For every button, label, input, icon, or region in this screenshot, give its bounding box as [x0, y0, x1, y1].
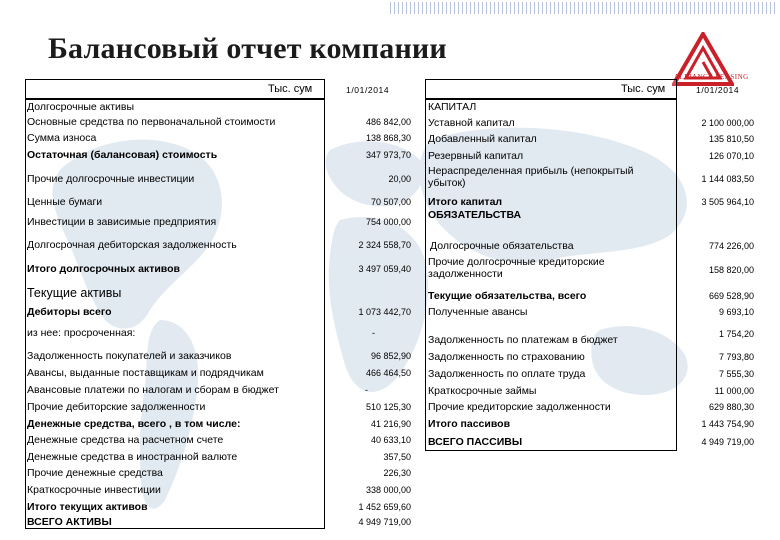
- row-label: Краткосрочные инвестиции: [27, 484, 161, 496]
- row-value: 754 000,00: [365, 217, 411, 227]
- row-value: 4 949 719,00: [358, 517, 411, 527]
- row-label: Итого текущих активов: [27, 501, 148, 513]
- row-value: 70 507,00: [370, 197, 411, 207]
- row-label: Задолженность по оплате труда: [428, 368, 586, 380]
- row-label: Основные средства по первоначальной стоимости: [27, 116, 276, 128]
- row-value: 9 693,10: [718, 307, 754, 317]
- row-value: 3 497 059,40: [358, 264, 411, 274]
- row-label: Прочие долгосрочные инвестиции: [27, 173, 195, 185]
- row-label: Текущие активы: [27, 286, 122, 300]
- left-date-label: 1/01/2014: [346, 85, 390, 95]
- row-value: 466 464,50: [365, 368, 411, 378]
- row-value: 774 226,00: [708, 241, 754, 251]
- row-value: 486 842,00: [365, 117, 411, 127]
- row-value: 2 100 000,00: [701, 118, 754, 128]
- logo-text: ALLIANCE LEASING: [674, 73, 749, 81]
- row-label: КАПИТАЛ: [428, 101, 477, 113]
- row-value: 2 324 558,70: [358, 240, 411, 250]
- row-label: Прочие дебиторские задолженности: [27, 401, 206, 413]
- row-label: Сумма износа: [27, 132, 97, 144]
- row-label: Задолженность по платежам в бюджет: [428, 334, 618, 346]
- row-value: 1 443 754,90: [701, 419, 754, 429]
- row-value: 96 852,90: [370, 351, 411, 361]
- row-label: Уставной капитал: [428, 117, 515, 129]
- row-label: Авансы, выданные поставщикам и подрядчикам: [27, 367, 264, 379]
- row-label: Денежные средства на расчетном счете: [27, 434, 224, 446]
- row-label: Итого долгосрочных активов: [27, 263, 180, 275]
- row-value: 7 555,30: [718, 369, 754, 379]
- row-value: 629 880,30: [708, 402, 754, 412]
- row-label: Остаточная (балансовая) стоимость: [27, 149, 218, 161]
- row-value: 669 528,90: [708, 291, 754, 301]
- row-label: Прочие кредиторские задолженности: [428, 401, 611, 413]
- row-value: 3 505 964,10: [701, 197, 754, 207]
- row-label: Денежные средства, всего , в том числе:: [27, 418, 241, 430]
- row-value: 40 633,10: [370, 435, 411, 445]
- row-value: 11 000,00: [714, 386, 754, 396]
- row-value: 138 868,30: [365, 133, 411, 143]
- row-label: Нераспределенная прибыль (непокрытый убыток): [428, 165, 634, 189]
- row-value: 510 125,30: [365, 402, 411, 412]
- row-label: Задолженность по страхованию: [428, 351, 585, 363]
- row-value: 20,00: [388, 174, 411, 184]
- row-label: Ценные бумаги: [27, 196, 103, 208]
- right-unit-label: Тыс. сум: [621, 83, 666, 95]
- row-label: Долгосрочные обязательства: [430, 240, 574, 252]
- row-label: Краткосрочные займы: [428, 385, 537, 397]
- row-label: Итого капитал: [428, 196, 503, 208]
- row-label: Полученные авансы: [428, 306, 528, 318]
- row-label: Прочие денежные средства: [27, 467, 163, 479]
- left-unit-label: Тыс. сум: [268, 83, 313, 95]
- row-value: 7 793,80: [718, 352, 754, 362]
- row-label: Итого пассивов: [428, 418, 511, 430]
- row-value: 135 810,50: [708, 134, 754, 144]
- row-label: ВСЕГО АКТИВЫ: [27, 516, 112, 528]
- row-label: Резервный капитал: [428, 150, 524, 162]
- header-decoration-stripe: [390, 2, 778, 14]
- row-value: 4 949 719,00: [701, 437, 754, 447]
- page-title: Балансовый отчет компании: [48, 32, 447, 65]
- row-value: -: [372, 328, 375, 338]
- row-value: 338 000,00: [365, 485, 411, 495]
- row-label: Долгосрочные активы: [27, 101, 135, 113]
- alliance-leasing-logo: [672, 32, 734, 90]
- row-label: Прочие долгосрочные кредиторские задолженности: [428, 256, 605, 280]
- row-value: 1 144 083,50: [701, 174, 754, 184]
- row-value: 1 073 442,70: [358, 307, 411, 317]
- row-label: из нее: просроченная:: [27, 327, 136, 339]
- row-value: 357,50: [383, 452, 411, 462]
- row-value: 1 452 659,60: [358, 502, 411, 512]
- row-value: 347 973,70: [365, 150, 411, 160]
- row-label: Инвестиции в зависимые предприятия: [27, 216, 217, 228]
- row-label: Авансовые платежи по налогам и сборам в бюджет: [27, 384, 279, 396]
- right-date-label: 1/01/2014: [696, 85, 740, 95]
- row-label: Текущие обязательства, всего: [428, 290, 587, 302]
- row-label: ВСЕГО ПАССИВЫ: [428, 436, 523, 448]
- row-value: 41 216,90: [370, 419, 411, 429]
- row-label: ОБЯЗАТЕЛЬСТВА: [428, 209, 522, 221]
- row-label: Добавленный капитал: [428, 133, 537, 145]
- row-label: Денежные средства в иностранной валюте: [27, 451, 238, 463]
- row-value: 1 754,20: [718, 329, 754, 339]
- row-value: -: [365, 385, 368, 395]
- row-label: Задолженность покупателей и заказчиков: [27, 350, 232, 362]
- row-label: Долгосрочная дебиторская задолженность: [27, 239, 237, 251]
- row-value: 158 820,00: [708, 265, 754, 275]
- row-label: Дебиторы всего: [27, 306, 112, 318]
- row-value: 126 070,10: [708, 151, 754, 161]
- row-value: 226,30: [383, 468, 411, 478]
